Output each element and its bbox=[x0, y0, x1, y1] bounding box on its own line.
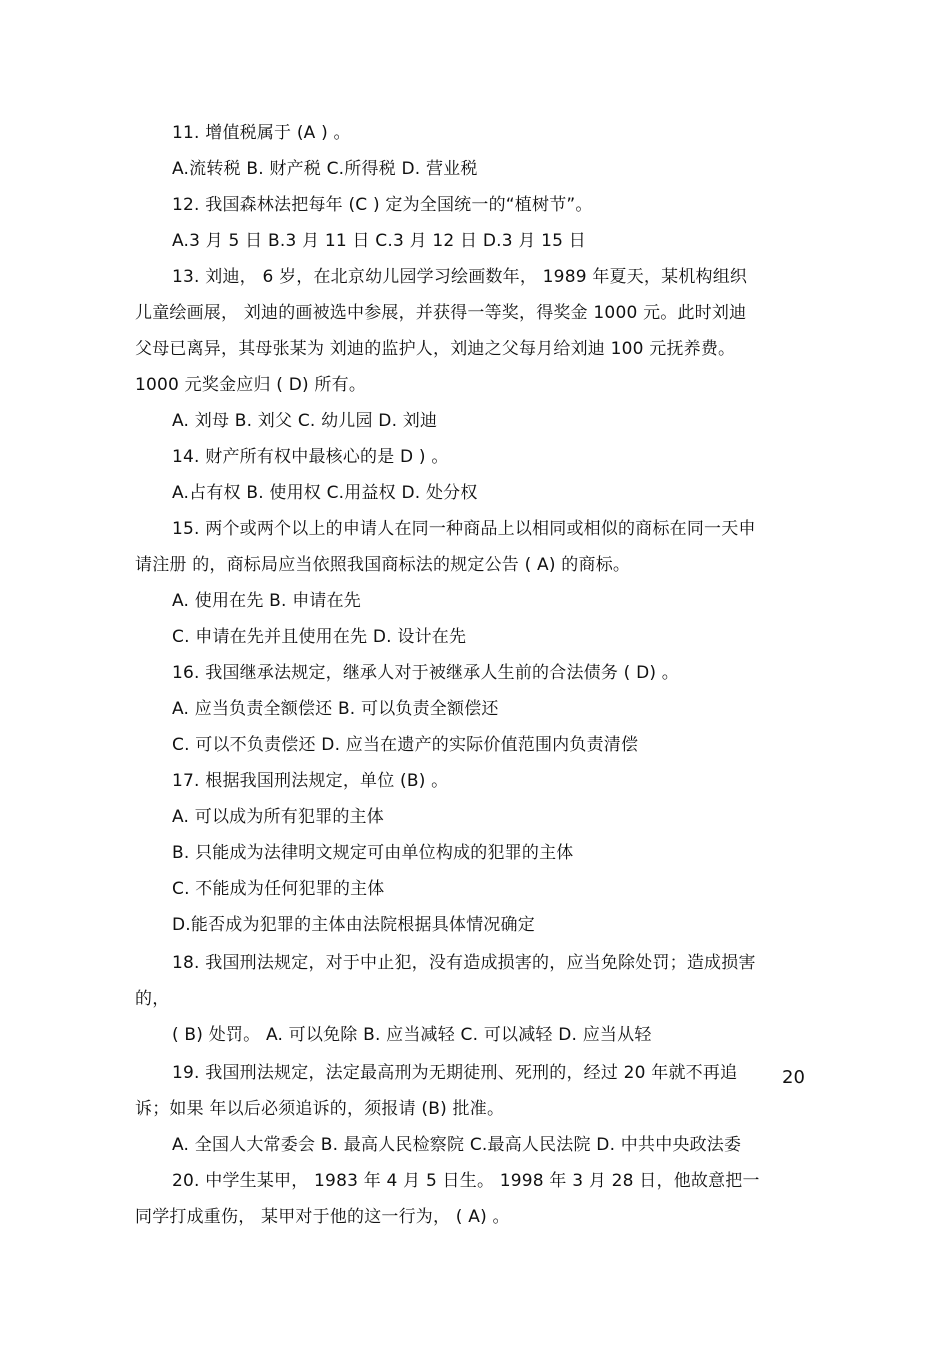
question-15-options-1: A. 使用在先 B. 申请在先 bbox=[172, 591, 362, 611]
question-16-options-1: A. 应当负责全额偿还 B. 可以负责全额偿还 bbox=[172, 699, 499, 719]
question-18-stem-1: 18. 我国刑法规定，对于中止犯，没有造成损害的，应当免除处罚；造成损害 bbox=[172, 953, 756, 973]
question-18-stem-2: 的， bbox=[135, 989, 170, 1009]
question-16-stem: 16. 我国继承法规定，继承人对于被继承人生前的合法债务 ( D) 。 bbox=[172, 663, 680, 683]
question-19-options: A. 全国人大常委会 B. 最高人民检察院 C.最高人民法院 D. 中共中央政法委 bbox=[172, 1135, 742, 1155]
question-17-option-a: A. 可以成为所有犯罪的主体 bbox=[172, 807, 384, 827]
question-20-stem-2: 同学打成重伤， 某甲对于他的这一行为， ( A) 。 bbox=[135, 1207, 510, 1227]
page-number: 20 bbox=[782, 1067, 805, 1088]
question-14-stem: 14. 财产所有权中最核心的是 D ) 。 bbox=[172, 447, 449, 467]
question-19-stem-2: 诉；如果 年以后必须追诉的，须报请 (B) 批准。 bbox=[135, 1099, 505, 1119]
question-20-stem-1: 20. 中学生某甲， 1983 年 4 月 5 日生。 1998 年 3 月 28 日，他故意把一 bbox=[172, 1171, 760, 1191]
question-13-stem-3: 父母已离异，其母张某为 刘迪的监护人，刘迪之父每月给刘迪 100 元抚养费。 bbox=[135, 339, 736, 359]
question-15-stem-2: 请注册 的，商标局应当依照我国商标法的规定公告 ( A) 的商标。 bbox=[135, 555, 631, 575]
question-15-options-2: C. 申请在先并且使用在先 D. 设计在先 bbox=[172, 627, 467, 647]
question-13-stem-4: 1000 元奖金应归 ( D) 所有。 bbox=[135, 375, 367, 395]
question-17-option-b: B. 只能成为法律明文规定可由单位构成的犯罪的主体 bbox=[172, 843, 574, 863]
question-14-options: A.占有权 B. 使用权 C.用益权 D. 处分权 bbox=[172, 483, 478, 503]
question-16-options-2: C. 可以不负责偿还 D. 应当在遗产的实际价值范围内负责清偿 bbox=[172, 735, 639, 755]
question-13-options: A. 刘母 B. 刘父 C. 幼儿园 D. 刘迪 bbox=[172, 411, 438, 431]
question-17-option-d: D.能否成为犯罪的主体由法院根据具体情况确定 bbox=[172, 915, 535, 935]
question-12-options: A.3 月 5 日 B.3 月 11 日 C.3 月 12 日 D.3 月 15 日 bbox=[172, 231, 587, 251]
question-13-stem-1: 13. 刘迪， 6 岁，在北京幼儿园学习绘画数年， 1989 年夏天，某机构组织 bbox=[172, 267, 748, 287]
question-17-option-c: C. 不能成为任何犯罪的主体 bbox=[172, 879, 385, 899]
question-19-stem-1: 19. 我国刑法规定，法定最高刑为无期徒刑、死刑的，经过 20 年就不再追 bbox=[172, 1063, 738, 1083]
question-17-stem: 17. 根据我国刑法规定，单位 (B) 。 bbox=[172, 771, 449, 791]
question-18-options: ( B) 处罚。 A. 可以免除 B. 应当减轻 C. 可以减轻 D. 应当从轻 bbox=[172, 1025, 652, 1045]
question-12-stem: 12. 我国森林法把每年 (C ) 定为全国统一的“植树节”。 bbox=[172, 195, 593, 215]
question-11-options: A.流转税 B. 财产税 C.所得税 D. 营业税 bbox=[172, 159, 478, 179]
question-11-stem: 11. 增值税属于 (A ) 。 bbox=[172, 123, 351, 143]
question-15-stem-1: 15. 两个或两个以上的申请人在同一种商品上以相同或相似的商标在同一天申 bbox=[172, 519, 756, 539]
question-13-stem-2: 儿童绘画展， 刘迪的画被选中参展，并获得一等奖，得奖金 1000 元。此时刘迪 bbox=[135, 303, 747, 323]
